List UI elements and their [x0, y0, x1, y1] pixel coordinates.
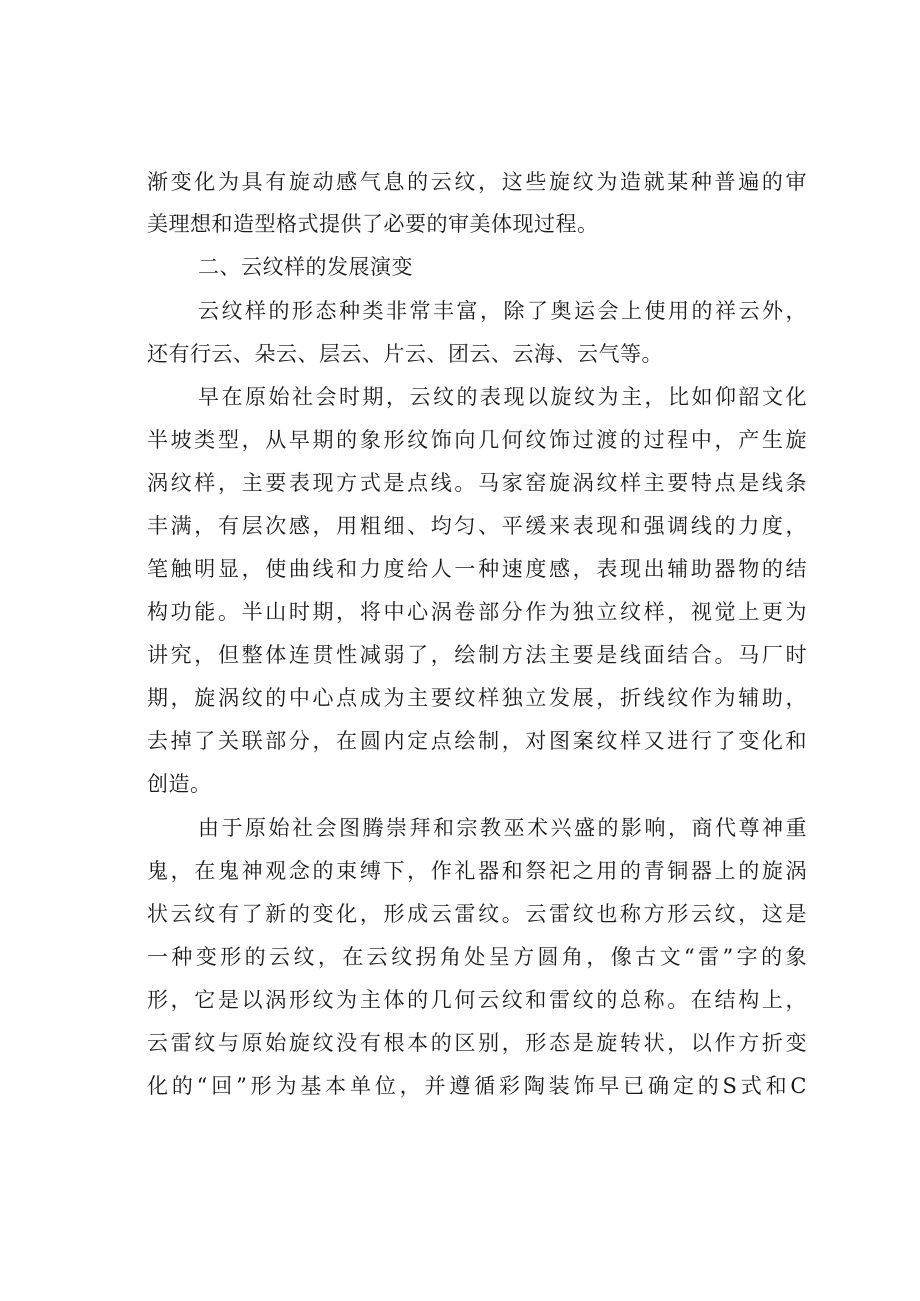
text-line: 鬼，在鬼神观念的束缚下，作礼器和祭祀之用的青铜器上的旋涡: [147, 859, 807, 883]
text-line: 笔触明显，使曲线和力度给人一种速度感，表现出辅助器物的结: [147, 557, 807, 581]
text-line: 去掉了关联部分，在圆内定点绘制，对图案纹样又进行了变化和: [147, 729, 807, 753]
text-line: 云纹样的形态种类非常丰富，除了奥运会上使用的祥云外，: [198, 299, 807, 323]
text-line: 状云纹有了新的变化，形成云雷纹。云雷纹也称方形云纹，这是: [147, 902, 807, 926]
text-line: 半坡类型，从早期的象形纹饰向几何纹饰过渡的过程中，产生旋: [147, 428, 807, 452]
text-line: 早在原始社会时期，云纹的表现以旋纹为主，比如仰韶文化: [198, 385, 807, 409]
text-line: 涡纹样，主要表现方式是点线。马家窑旋涡纹样主要特点是线条: [147, 471, 807, 495]
text-line: 化的“回”形为基本单位，并遵循彩陶装饰早已确定的S式和C: [147, 1074, 807, 1098]
text-line: 讲究，但整体连贯性减弱了，绘制方法主要是线面结合。马厂时: [147, 643, 807, 667]
text-line: 渐变化为具有旋动感气息的云纹，这些旋纹为造就某种普遍的审: [147, 170, 807, 194]
text-line: 丰满，有层次感，用粗细、均匀、平缓来表现和强调线的力度，: [147, 514, 807, 538]
text-line: 美理想和造型格式提供了必要的审美体现过程。: [147, 212, 599, 236]
text-line: 创造。: [147, 772, 212, 796]
text-line: 形，它是以涡形纹为主体的几何云纹和雷纹的总称。在结构上，: [147, 988, 807, 1012]
text-line: 由于原始社会图腾崇拜和宗教巫术兴盛的影响，商代尊神重: [198, 816, 807, 840]
text-line: 还有行云、朵云、层云、片云、团云、云海、云气等。: [147, 342, 663, 366]
text-line: 构功能。半山时期，将中心涡卷部分作为独立纹样，视觉上更为: [147, 600, 807, 624]
text-line: 云雷纹与原始旋纹没有根本的区别，形态是旋转状，以作方折变: [147, 1031, 807, 1055]
text-line: 期，旋涡纹的中心点成为主要纹样独立发展，折线纹作为辅助，: [147, 686, 807, 710]
section-heading: 二、云纹样的发展演变: [198, 255, 413, 279]
text-line: 一种变形的云纹，在云纹拐角处呈方圆角，像古文“雷”字的象: [147, 945, 807, 969]
